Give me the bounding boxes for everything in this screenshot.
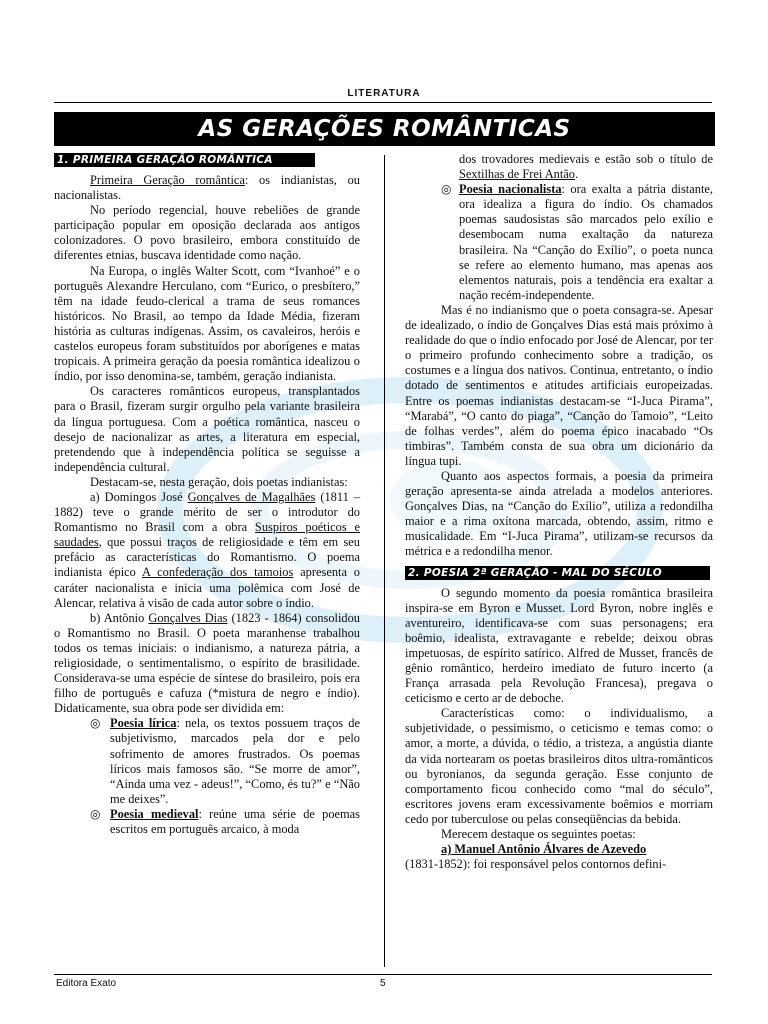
- paragraph: [54, 611, 360, 717]
- bullet-text: : reúne uma série de poemas escritos em português arcaico, à moda: [110, 806, 361, 837]
- bullet-text: .: [574, 167, 579, 182]
- left-column: [54, 152, 360, 837]
- bullet-term: Poesia nacionalista: [459, 182, 562, 197]
- paragraph-text: (1831-1852): foi responsável pelos contornos defini-: [405, 857, 667, 872]
- bullet-term: Poesia medieval: [110, 806, 199, 821]
- paragraph-text: , que possui traços de religiosidade e têm em seu prefácio as características do Romantismo. O poema indianista épico: [54, 535, 360, 580]
- paragraph: Destacam-se, nesta geração, dois poetas indianistas:: [90, 474, 348, 489]
- footer-rule: [54, 974, 712, 975]
- author-name: a) Manuel Antônio Álvares de Azevedo: [441, 842, 647, 857]
- bullet-icon: ◎: [441, 182, 452, 197]
- bullet-text: : nela, os textos possuem traços de subjetivismo, marcados pela dor e pelo sofrimento de amores frustrados. Os poemas líricos mais famosos são. “Se morre de amor”, “Ainda uma vez - adeus!”, “Como, és tu?” e “Não me deixes”.: [110, 716, 360, 806]
- bullet-continuation: [405, 152, 713, 182]
- bullet-item: [405, 182, 713, 303]
- work-title: Suspiros poéticos e saudades: [54, 520, 360, 550]
- paragraph: [54, 173, 360, 203]
- page-title: AS GERAÇÕES ROMÂNTICAS: [54, 112, 715, 146]
- paragraph-text: a) Domingos José: [90, 489, 188, 504]
- heading-text: PRIMEIRA GERAÇÃO ROMÂNTICA: [72, 154, 273, 166]
- section-heading-1: [54, 153, 315, 167]
- term-primeira-geracao: Primeira Geração romântica: [90, 173, 245, 187]
- heading-text: POESIA 2ª GERAÇÃO - MAL DO SÉCULO: [423, 566, 662, 579]
- bullet-icon: ◎: [90, 806, 101, 821]
- bullet-icon: ◎: [90, 716, 101, 731]
- work-title: Sextilhas de Frei Antão: [459, 167, 575, 182]
- bullet-item: [54, 807, 360, 837]
- bullet-item: [54, 716, 360, 807]
- paragraph-text: : os indianistas, ou nacionalistas.: [54, 173, 360, 203]
- paragraph: Os caracteres românticos europeus, transplantados para o Brasil, fizeram surgir orgulho pela variante brasileira da língua portuguesa. Com a poética romântica, nasceu o desejo de nacionalizar as artes, a literatura em especial, pretendendo que à independência política se seguisse a independência cultural.: [54, 384, 360, 474]
- paragraph: Na Europa, o inglês Walter Scott, com “Ivanhoé” e o português Alexandre Herculano, com “Eurico, o presbítero,” têm na idade feudo-clerical a trama de seus romances históricos. No Brasil, ao tempo da Idade Média, fizeram história as culturas indígenas. Assim, os cavaleiros, heróis e castelos europeus foram substituídos por aborígenes e matas tropicais. A primeira geração da poesia romântica idealizou o índio, por isso denomina-se, também, geração indianista.: [54, 263, 360, 384]
- paragraph: O segundo momento da poesia romântica brasileira inspira-se em Byron e Musset. Lord Byron, nobre inglês e aventureiro, identificava-se com suas personagens; era boêmio, idealista, extravagante e rebelde; deixou obras impetuosas, de espírito satírico. Alfred de Musset, francês de gênio romântico, herdeiro imediato de futuro incerto (a França arrasada pela Revolução Francesa), pregava o ceticismo e certo ar de deboche.: [405, 585, 713, 706]
- paragraph: No período regencial, houve rebeliões de grande participação popular em oposição declarada aos antigos colonizadores. O povo brasileiro, embora constituído de diferentes etnias, buscava identidade como nação.: [54, 203, 360, 263]
- top-rule: [54, 102, 712, 103]
- paragraph: [405, 842, 713, 872]
- section-heading-2: [405, 566, 710, 580]
- footer-publisher: Editora Exato: [56, 978, 117, 989]
- paragraph-text: apresenta o caráter nacionalista e inicia uma polêmica com José de Alencar, relativa à visão de cada autor sobre o índio.: [54, 565, 360, 610]
- paragraph: Características como: o individualismo, a subjetividade, o pessimismo, o ceticismo e temas como: o amor, a morte, a dúvida, o tédio, a tristeza, a angústia diante da vida nortearam os poetas brasileiros ditos ultra-românticos ou byronianos, da segunda geração. Esse conjunto de comportamento ficou conhecido como “mal do século”, escritores jovens eram excessivamente boêmios e morriam cedo por tuberculose ou pelas conseqüências da bebida.: [405, 706, 713, 826]
- paragraph-text: b) Antônio: [90, 610, 149, 625]
- bullet-text: : ora exalta a pátria distante, ora idealiza a figura do índio. Os chamados poemas saudosistas são marcados pelo exílio e desembocam numa exaltação da natureza brasileira. Na “Canção do Exílio”, o poeta nunca se refere ao elemento humano, mas apenas aos elementos naturais, pois a tendência era exaltar a nação recém-independente.: [459, 182, 713, 302]
- paragraph: [54, 490, 360, 611]
- paragraph: Mas é no indianismo que o poeta consagra-se. Apesar de idealizado, o índio de Gonçalves Dias está mais próximo à realidade do que o índio enfocado por José de Alencar, por ter o primeiro profundo conhecimento sobre a tradição, os costumes e a língua dos nativos. Continua, entretanto, o índio dotado de sentimentos e atitudes artificiais europeizadas. Entre os poemas indianistas destacam-se “I-Juca Pirama”, “Marabá”, “O canto do piaga”, “Canção do Tamoio”, “Leito de folhas verdes”, além do poema épico inacabado “Os timbiras”. Também consta de sua obra um dicionário da língua tupi.: [405, 302, 713, 468]
- author-name: Gonçalves Dias: [148, 610, 228, 625]
- paragraph: Quanto aos aspectos formais, a poesia da primeira geração apresenta-se ainda atrelada a modelos anteriores. Gonçalves Dias, na “Canção do Exílio”, utiliza a redondilha maior e a rima oxítona marcada, obtendo, assim, ritmo e musicalidade. Em “I-Juca Pirama”, utilizam-se recursos da métrica e a redondilha menor.: [405, 468, 713, 559]
- work-title: A confederação dos tamoios: [142, 565, 294, 580]
- author-name: Gonçalves de Magalhães: [187, 489, 316, 504]
- paragraph-text: (1811 – 1882) teve o grande mérito de ser o introdutor do Romantismo no Brasil com a obra: [54, 489, 361, 535]
- bullet-term: Poesia lírica: [110, 716, 177, 731]
- paragraph-text: (1823 - 1864) consolidou o Romantismo no Brasil. O poeta maranhense trabalhou todos os temas iniciais: o indianismo, a natureza pátria, a religiosidade, o sentimentalismo, o espírito de brasilidade. Considerava-se uma espécie de síntese do brasileiro, pois era filho de português e cafuza (*mistura de negro e índio). Didaticamente, sua obra pode ser dividida em:: [54, 610, 361, 716]
- bullet-text: dos trovadores medievais e estão sob o título de: [459, 152, 713, 166]
- section-label: LITERATURA: [347, 88, 421, 99]
- heading-number: 2.: [408, 566, 420, 579]
- heading-number: 1.: [57, 154, 69, 166]
- column-divider: [384, 155, 385, 967]
- right-column: [405, 152, 713, 872]
- page-number: 5: [380, 978, 386, 989]
- paragraph: Merecem destaque os seguintes poetas:: [441, 827, 636, 842]
